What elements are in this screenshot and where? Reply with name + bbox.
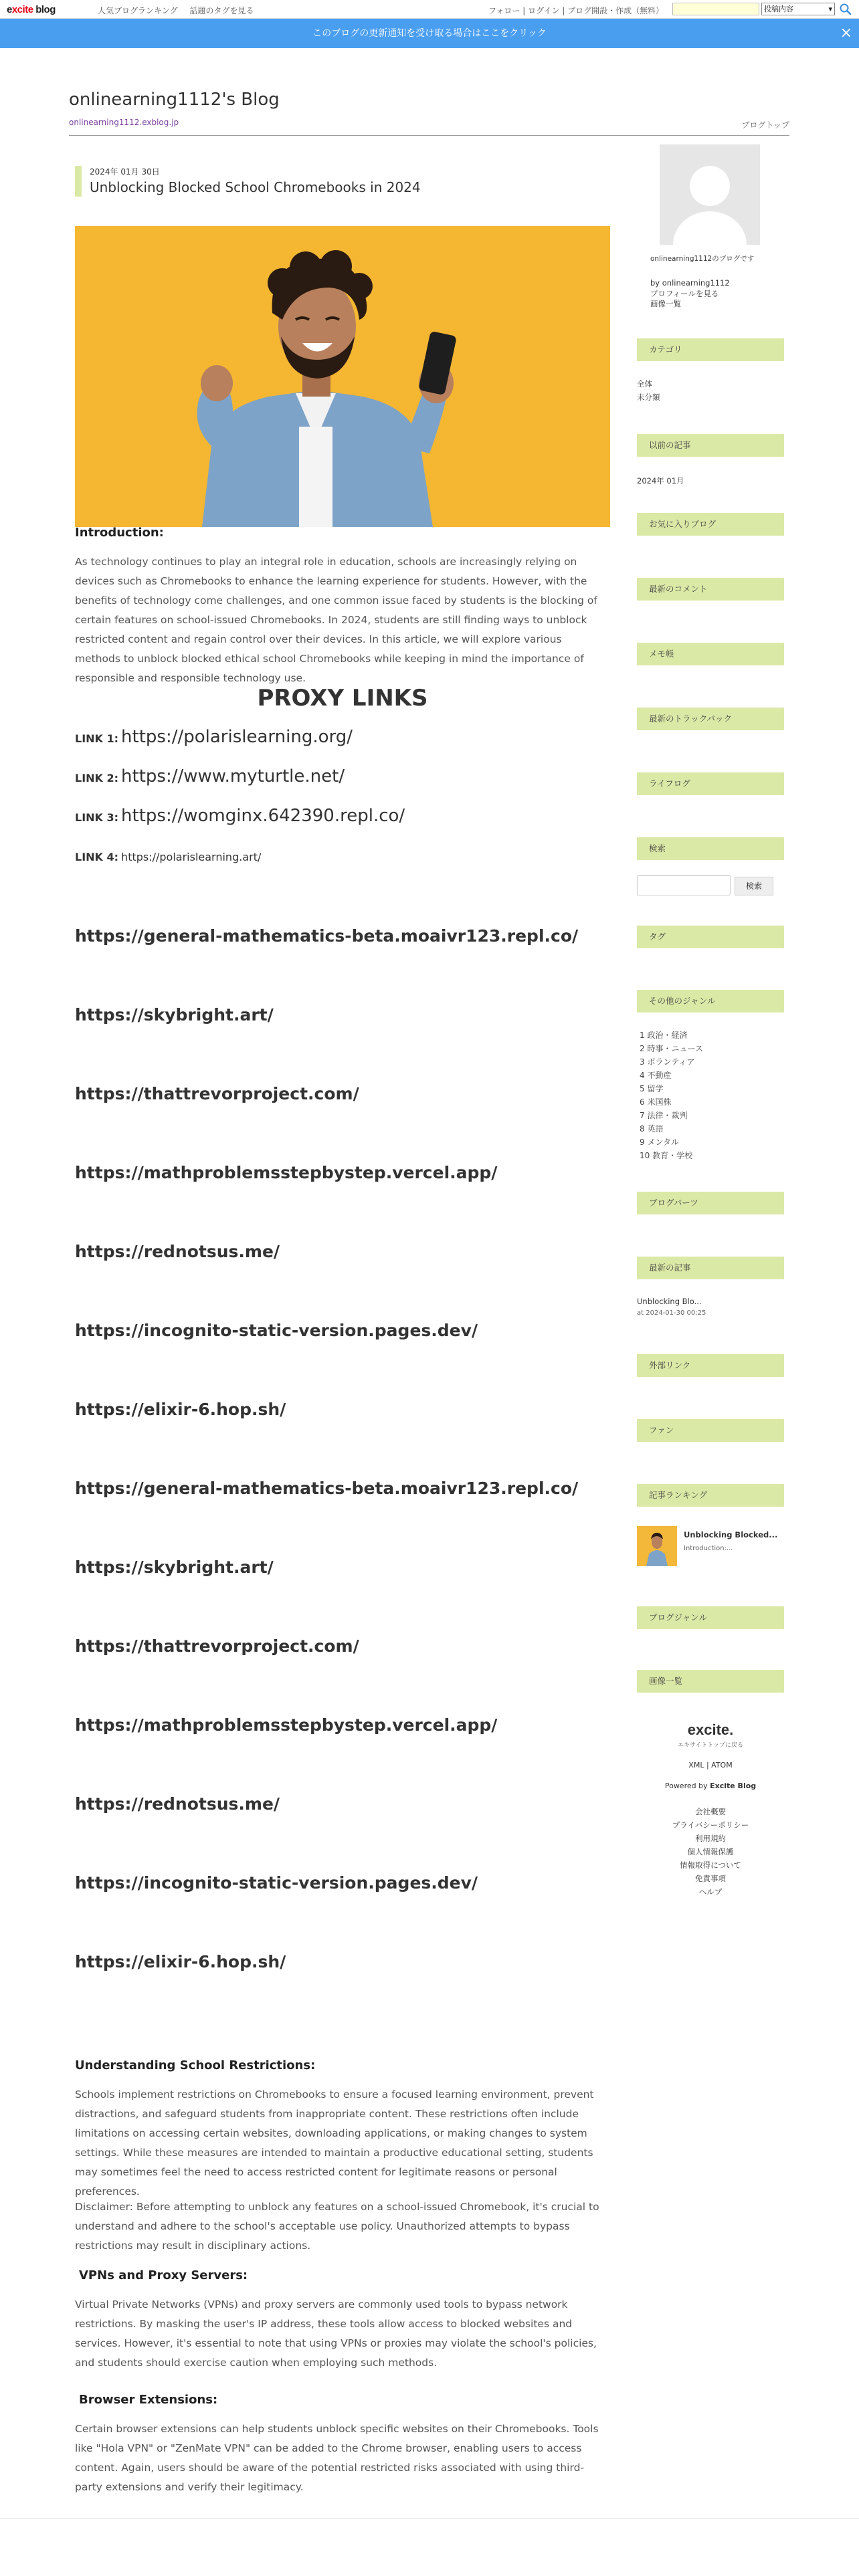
- ranking-thumbnail[interactable]: [637, 1526, 677, 1566]
- image-list-header: 画像一覧: [637, 1670, 784, 1693]
- vpn-paragraph: Virtual Private Networks (VPNs) and proxy servers are commonly used tools to bypass network restrictions. By masking the user's IP address, these tools allow access to blocked websites and services. However, it's essential to note that using VPNs or proxies may violate the school's policies, and students should exercise caution when employing such methods.: [75, 2298, 597, 2369]
- blog-parts-header: ブログパーツ: [637, 1192, 784, 1214]
- genre-item[interactable]: 6 米国株: [640, 1097, 672, 1107]
- intro-paragraph: As technology continues to play an integral role in education, schools are increasingly relying on devices such as Chromebooks to enhance the learning experience for students. However, with the benefits of technology come challenges, and one common issue faced by students is the blocking of certain features on school-issued Chromebooks. In 2024, students are still finding ways to unblock restricted content and regain control over their devices. In this article, we will explore various methods to unblock blocked ethical school Chromebooks while keeping in mind the importance of responsible and responsible technology use.: [75, 556, 597, 684]
- excite-blog-logo[interactable]: [7, 4, 56, 15]
- excite-tagline[interactable]: エキサイトトップに戻る: [677, 1742, 744, 1749]
- genre-item[interactable]: 4 不動産: [640, 1071, 672, 1080]
- post-title[interactable]: Unblocking Blocked School Chromebooks in 2024: [90, 179, 421, 195]
- footer-link[interactable]: 会社概要: [695, 1807, 726, 1816]
- footer-link[interactable]: 利用規約: [695, 1834, 726, 1843]
- fans-header: ファン: [637, 1419, 784, 1442]
- footer-link[interactable]: 免責事項: [695, 1874, 726, 1883]
- favorites-header: お気に入りブログ: [637, 513, 784, 536]
- big-link[interactable]: https://thattrevorproject.com/: [75, 1084, 359, 1103]
- image-list-link[interactable]: 画像一覧: [650, 299, 681, 308]
- external-links-header: 外部リンク: [637, 1354, 784, 1377]
- logo-e: e: [7, 4, 12, 15]
- ranking-thumb-illustration: [637, 1526, 677, 1566]
- big-link[interactable]: https://general-mathematics-beta.moaivr123.repl.co/: [75, 1479, 579, 1498]
- intro-heading: Introduction:: [75, 526, 164, 540]
- genre-item[interactable]: 5 留学: [640, 1084, 664, 1093]
- footer-link[interactable]: プライバシーポリシー: [672, 1820, 749, 1830]
- blog-title[interactable]: onlinearning1112's Blog: [69, 90, 280, 110]
- genre-item[interactable]: 1 政治・経済: [640, 1031, 688, 1040]
- profile-caption: onlinearning1112のブログです: [650, 255, 755, 263]
- profile-avatar[interactable]: [660, 144, 760, 245]
- latest-post-link[interactable]: Unblocking Blo...: [637, 1297, 702, 1306]
- follow-notice-bar[interactable]: [0, 19, 859, 48]
- footer-link[interactable]: ヘルプ: [698, 1887, 723, 1897]
- blog-url[interactable]: onlinearning1112.exblog.jp: [69, 118, 179, 127]
- restrictions-paragraph: Schools implement restrictions on Chromebooks to ensure a focused learning environment, prevent distractions, and safeguard students from inappropriate content. These restrictions often include limitations on accessing certain websites, downloading applications, or making changes to system settings. While these measures are intended to maintain a productive educational setting, students may sometimes feel the need to access restricted content for legitimate reasons or personal preferences.: [75, 2088, 594, 2197]
- comments-header: 最新のコメント: [637, 578, 784, 601]
- genre-header: その他のジャンル: [637, 990, 784, 1012]
- genre-item[interactable]: 10 教育・学校: [640, 1151, 693, 1160]
- smiling-man-phone-illustration: [75, 226, 610, 527]
- proxy-url[interactable]: https://www.myturtle.net/: [121, 766, 345, 786]
- ranking-post-snippet: Introduction:...: [684, 1545, 733, 1552]
- link-label: LINK 1:: [75, 732, 119, 745]
- link-label: LINK 3:: [75, 811, 119, 824]
- category-header: カテゴリ: [637, 338, 784, 361]
- powered-prefix: Powered by: [664, 1782, 710, 1790]
- memo-header: メモ帳: [637, 643, 784, 665]
- footer-link[interactable]: 情報取得について: [680, 1860, 741, 1870]
- big-link[interactable]: https://general-mathematics-beta.moaivr123.repl.co/: [75, 926, 579, 946]
- proxy-link-1: [75, 727, 353, 747]
- excite-footer-logo[interactable]: excite.: [687, 1721, 734, 1738]
- header-divider: [69, 135, 789, 136]
- category-uncategorized[interactable]: 未分類: [637, 393, 660, 402]
- genre-item[interactable]: 3 ボランティア: [640, 1057, 695, 1067]
- latest-posts-header: 最新の記事: [637, 1257, 784, 1279]
- footer-links: [637, 1805, 784, 1899]
- genre-item[interactable]: 7 法律・裁判: [640, 1111, 688, 1120]
- extensions-paragraph: Certain browser extensions can help students unblock specific websites on their Chromebooks. Tools like "Hola VPN" or "ZenMate VPN" can be added to the Chrome browser, enabling users to access content. Again, users should be aware of the potential restricted risks associated with using third-party extensions and verify their legitimacy.: [75, 2423, 599, 2493]
- proxy-url[interactable]: https://polarislearning.org/: [121, 727, 353, 747]
- top-links-left: [98, 5, 264, 16]
- genre-item[interactable]: 9 メンタル: [640, 1138, 679, 1147]
- powered-brand[interactable]: Excite Blog: [710, 1782, 757, 1790]
- notice-text[interactable]: このブログの更新通知を受け取る場合はここをクリック: [312, 28, 547, 39]
- proxy-link-2: [75, 766, 345, 786]
- by-line: by onlinearning1112: [650, 278, 730, 288]
- genre-item[interactable]: 2 時事・ニュース: [640, 1044, 703, 1053]
- genre-list: [640, 1029, 703, 1162]
- lifelog-header: ライフログ: [637, 772, 784, 795]
- post-date: 2024年 01月 30日: [90, 167, 160, 177]
- top-search-input[interactable]: [672, 3, 759, 15]
- blog-top-link[interactable]: ブログトップ: [741, 120, 789, 130]
- account-links[interactable]: フォロー | ログイン | ブログ開設・作成（無料）: [488, 6, 664, 15]
- logo-xcite: xcite: [11, 4, 33, 15]
- ranking-header: 記事ランキング: [637, 1484, 784, 1507]
- trackback-header: 最新のトラックバック: [637, 708, 784, 730]
- excite-footer: [637, 1721, 784, 1899]
- archive-month[interactable]: 2024年 01月: [637, 476, 684, 486]
- search-icon[interactable]: [839, 3, 852, 16]
- search-scope-select[interactable]: 投稿内容 ▾: [761, 3, 835, 15]
- proxy-url[interactable]: https://polarislearning.art/: [121, 851, 262, 863]
- archive-header: 以前の記事: [637, 434, 784, 457]
- default-user-icon: [660, 144, 760, 245]
- proxy-link-4: [75, 851, 261, 863]
- proxy-url[interactable]: https://womginx.642390.repl.co/: [121, 806, 405, 826]
- sidebar-search-button[interactable]: 検索: [735, 877, 773, 895]
- extensions-heading: Browser Extensions:: [79, 2393, 218, 2407]
- big-link[interactable]: https://thattrevorproject.com/: [75, 1636, 359, 1656]
- big-link[interactable]: https://elixir-6.hop.sh/: [75, 1952, 286, 1971]
- footer-link[interactable]: 個人情報保護: [687, 1847, 734, 1856]
- big-link[interactable]: https://rednotsus.me/: [75, 1242, 280, 1261]
- date-accent-bar: [75, 166, 82, 197]
- latest-post-time: at 2024-01-30 00:25: [637, 1309, 706, 1317]
- tags-header: タグ: [637, 926, 784, 948]
- sidebar-search-input[interactable]: [637, 875, 731, 895]
- search-header: 検索: [637, 837, 784, 860]
- tags-link[interactable]: 話題のタグを見る: [189, 6, 254, 15]
- logo-blog: blog: [33, 4, 56, 15]
- disclaimer-paragraph: Disclaimer: Before attempting to unblock any features on a school-issued Chromebook, it's crucial to understand and adhere to the school's acceptable use policy. Unauthorized attempts to bypass restrictions may result in disciplinary actions.: [75, 2201, 599, 2252]
- close-icon[interactable]: ×: [840, 25, 852, 41]
- hero-image: [75, 226, 610, 527]
- feed-links[interactable]: XML | ATOM: [688, 1761, 733, 1769]
- big-link[interactable]: https://elixir-6.hop.sh/: [75, 1400, 286, 1419]
- proxy-link-3: [75, 806, 405, 826]
- big-link[interactable]: https://mathproblemsstepbystep.vercel.app/: [75, 1715, 498, 1735]
- category-all[interactable]: 全体: [637, 379, 652, 389]
- big-link[interactable]: https://skybright.art/: [75, 1558, 274, 1577]
- big-link[interactable]: https://mathproblemsstepbystep.vercel.app/: [75, 1163, 498, 1182]
- vpn-heading: VPNs and Proxy Servers:: [79, 2268, 248, 2282]
- proxy-links-heading: PROXY LINKS: [257, 685, 428, 712]
- big-link[interactable]: https://rednotsus.me/: [75, 1794, 280, 1814]
- profile-link[interactable]: プロフィールを見る: [650, 289, 719, 298]
- ranking-link[interactable]: 人気ブログランキング: [98, 6, 178, 15]
- blog-genre-header: ブログジャンル: [637, 1606, 784, 1629]
- powered-by: [637, 1782, 784, 1790]
- big-link[interactable]: https://incognito-static-version.pages.dev/: [75, 1321, 478, 1340]
- link-label: LINK 4:: [75, 851, 119, 863]
- link-label: LINK 2:: [75, 772, 119, 784]
- big-link[interactable]: https://incognito-static-version.pages.dev/: [75, 1873, 478, 1893]
- big-link[interactable]: https://skybright.art/: [75, 1005, 274, 1025]
- restrictions-heading: Understanding School Restrictions:: [75, 2058, 316, 2072]
- genre-item[interactable]: 8 英語: [640, 1124, 664, 1134]
- excite-topbar: [0, 0, 859, 19]
- ranking-post-title[interactable]: Unblocking Blocked...: [684, 1530, 778, 1539]
